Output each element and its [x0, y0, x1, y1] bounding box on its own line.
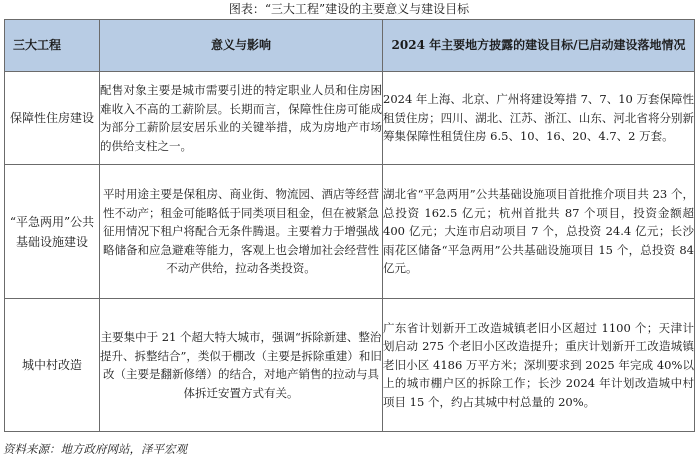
table-row	[5, 72, 695, 165]
row-targets: 2024 年上海、北京、广州将建设筹措 7、7、10 万套保障性租赁住房；四川、湖北、江苏、浙江、山东、河北省将分别新筹集保障性租赁住房 6.5、10、16、20、4.7、2 万套。	[383, 72, 695, 165]
row-name: 城中村改造	[5, 299, 100, 432]
table-row	[5, 165, 695, 299]
header-project: 三大工程	[5, 20, 100, 72]
row-meaning: 配售对象主要是城市需要引进的特定职业人员和住房困难收入不高的工薪阶层。长期而言，保障性住房可能成为部分工薪阶层安居乐业的关键举措，成为房地产市场的供给支柱之一。	[100, 72, 383, 165]
table-row	[5, 299, 695, 432]
header-meaning: 意义与影响	[100, 20, 383, 72]
header-targets: 2024 年主要地方披露的建设目标/已启动建设落地情况	[383, 20, 695, 72]
row-targets: 湖北省“平急两用”公共基础设施项目首批推介项目共 23 个，总投资 162.5 亿元；杭州首批共 87 个项目，投资金额超 400 亿元；大连市启动项目 7 个，总投资 24.4 亿元；长沙雨花区储备“平急两用”公共基础设施项目 15 个，总投资 84 亿元。	[383, 165, 695, 299]
table-header-row	[5, 20, 695, 72]
row-name: 保障性住房建设	[5, 72, 100, 165]
row-meaning: 主要集中于 21 个超大特大城市，强调“拆除新建、整治提升、拆整结合”，类似于棚改（主要是拆除重建）和旧改（主要是翻新修缮）的结合，对地产销售的拉动与具体拆迁安置方式有关。	[100, 299, 383, 432]
row-name: “平急两用”公共基础设施建设	[5, 165, 100, 299]
source-note: 资料来源：地方政府网站，泽平宏观	[3, 442, 187, 456]
table-caption: 图表：“三大工程”建设的主要意义与建设目标	[228, 2, 470, 16]
row-targets: 广东省计划新开工改造城镇老旧小区超过 1100 个；天津计划启动 275 个老旧小区改造提升；重庆计划新开工改造城镇老旧小区 4186 万平方米；深圳要求到 2025 年完成 40%以上的城市棚户区的拆除工作；长沙 2024 年计划改造城中村项目 15 个，约占其城中村总量的 20%。	[383, 299, 695, 432]
projects-table	[4, 19, 695, 432]
row-meaning: 平时用途主要是保租房、商业街、物流园、酒店等经营性不动产；租金可能略低于同类项目租金，但在被紧急征用情况下租户将配合无条件腾退。主要着力于增强战略储备和应急避难等能力，客观上也会增加社会经营性不动产供给，拉动各类投资。	[100, 165, 383, 299]
